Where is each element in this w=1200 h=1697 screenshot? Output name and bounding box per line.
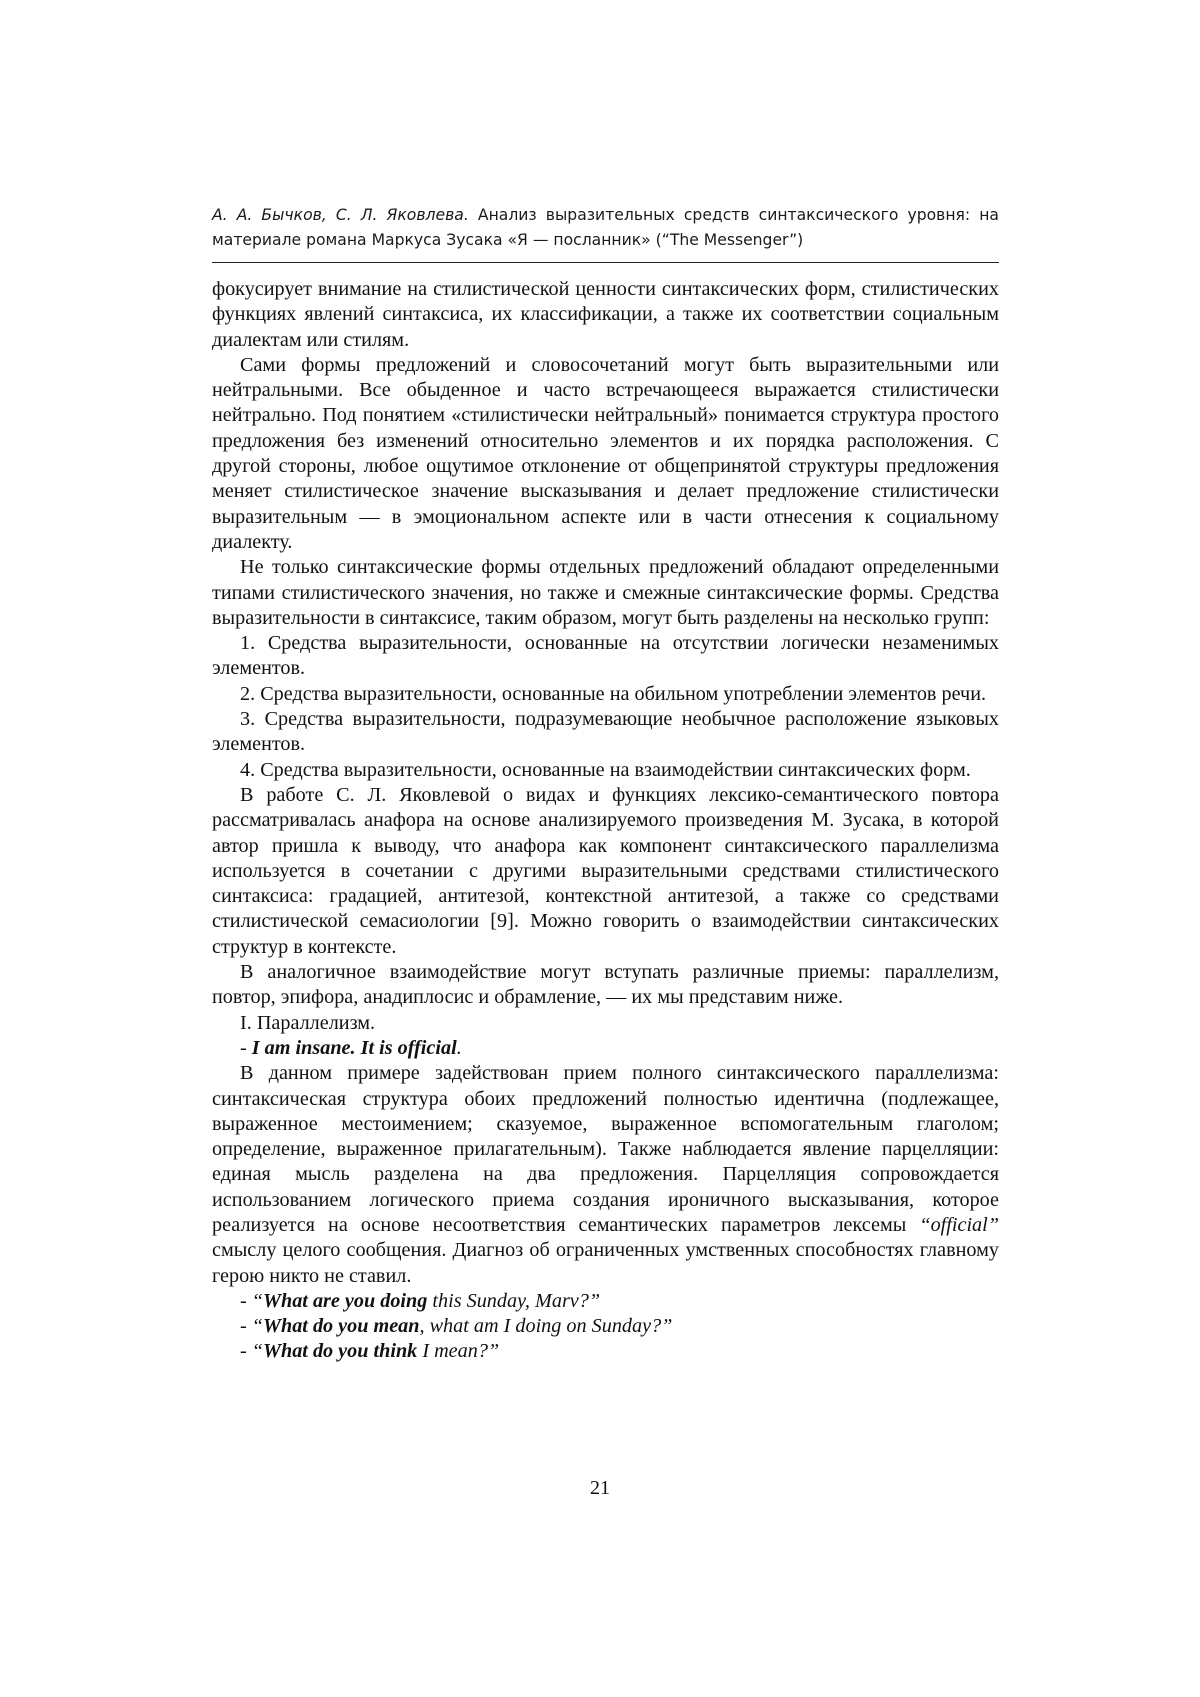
paragraph-6-quote: “official” xyxy=(919,1214,999,1236)
paragraph-1: фокусирует внимание на стилистической ценности синтаксических форм, стилистических функциях явлений синтаксиса, их классификации, а также их соответствии социальным диалектам или стилям. xyxy=(212,277,999,353)
dialog-rest: I mean?” xyxy=(417,1340,499,1362)
example-1-text: I am insane. It is official xyxy=(252,1037,457,1059)
example-dash: - xyxy=(240,1037,252,1059)
paragraph-6-part-b: смыслу целого сообщения. Диагноз об ограниченных умственных способностях главному герою никто не ставил. xyxy=(212,1239,999,1286)
journal-page xyxy=(0,0,1200,1697)
dialog-open-quote: “ xyxy=(252,1340,263,1362)
dialog-line-2 xyxy=(212,1314,999,1339)
section-heading: I. Параллелизм. xyxy=(212,1011,999,1036)
paragraph-5: В аналогичное взаимодействие могут вступать различные приемы: параллелизм, повтор, эпифора, анадиплосис и обрамление, — их мы представим ниже. xyxy=(212,960,999,1011)
dialog-bold: What are you doing xyxy=(263,1290,427,1312)
paragraph-3: Не только синтаксические формы отдельных предложений обладают определенными типами стилистического значения, но также и смежные синтаксические формы. Средства выразительности в синтаксисе, таким образом, могут быть разделены на несколько групп: xyxy=(212,555,999,631)
list-item-3: 3. Средства выразительности, подразумевающие необычное расположение языковых элементов. xyxy=(212,707,999,758)
header-authors: А. А. Бычков, С. Л. Яковлева. xyxy=(212,206,469,224)
dialog-dash: - xyxy=(240,1340,252,1362)
dialog-line-3 xyxy=(212,1339,999,1364)
paragraph-2: Сами формы предложений и словосочетаний могут быть выразительными или нейтральными. Все обыденное и часто встречающееся выражается стилистически нейтрально. Под понятием «стилистически нейтральный» понимается структура простого предложения без изменений относительно элементов и их порядка расположения. С другой стороны, любое ощутимое отклонение от общепринятой структуры предложения меняет стилистическое значение высказывания и делает предложение стилистически выразительным — в эмоциональном аспекте или в части отнесения к социальному диалекту. xyxy=(212,353,999,555)
dialog-line-1 xyxy=(212,1289,999,1314)
dialog-open-quote: “ xyxy=(252,1290,263,1312)
example-1-tail: . xyxy=(457,1037,462,1059)
dialog-rest: , what am I doing on Sunday?” xyxy=(420,1315,673,1337)
dialog-rest: this Sunday, Marv?” xyxy=(427,1290,600,1312)
list-item-4: 4. Средства выразительности, основанные на взаимодействии синтаксических форм. xyxy=(212,758,999,783)
running-header xyxy=(212,203,999,253)
dialog-open-quote: “ xyxy=(252,1315,263,1337)
dialog-dash: - xyxy=(240,1290,252,1312)
dialog-bold: What do you think xyxy=(263,1340,417,1362)
article-body xyxy=(212,277,999,1365)
paragraph-6 xyxy=(212,1061,999,1289)
example-1 xyxy=(212,1036,999,1061)
header-title: Анализ выразительных средств синтаксического уровня: на материале романа Маркуса Зусака «Я — посланник» (“The Messenger”) xyxy=(212,206,999,249)
list-item-2: 2. Средства выразительности, основанные на обильном употреблении элементов речи. xyxy=(212,682,999,707)
dialog-bold: What do you mean xyxy=(263,1315,419,1337)
paragraph-6-part-a: В данном примере задействован прием полного синтаксического параллелизма: синтаксическая структура обоих предложений полностью идентична (подлежащее, выраженное местоимением; сказуемое, выраженное вспомогательным глаголом; определение, выраженное прилагательным). Также наблюдается явление парцелляции: единая мысль разделена на два предложения. Парцелляция сопровождается использованием логического приема создания ироничного высказывания, которое реализуется на основе несоответствия семантических параметров лексемы xyxy=(212,1062,999,1236)
paragraph-4: В работе С. Л. Яковлевой о видах и функциях лексико-семантического повтора рассматривалась анафора на основе анализируемого произведения М. Зусака, в которой автор пришла к выводу, что анафора как компонент синтаксического параллелизма используется в сочетании с другими выразительными средствами стилистического синтаксиса: градацией, антитезой, контекстной антитезой, а также со средствами стилистической семасиологии [9]. Можно говорить о взаимодействии синтаксических структур в контексте. xyxy=(212,783,999,960)
header-rule xyxy=(212,262,999,263)
list-item-1: 1. Средства выразительности, основанные на отсутствии логически незаменимых элементов. xyxy=(212,631,999,682)
page-number: 21 xyxy=(0,1477,1200,1500)
dialog-dash: - xyxy=(240,1315,252,1337)
